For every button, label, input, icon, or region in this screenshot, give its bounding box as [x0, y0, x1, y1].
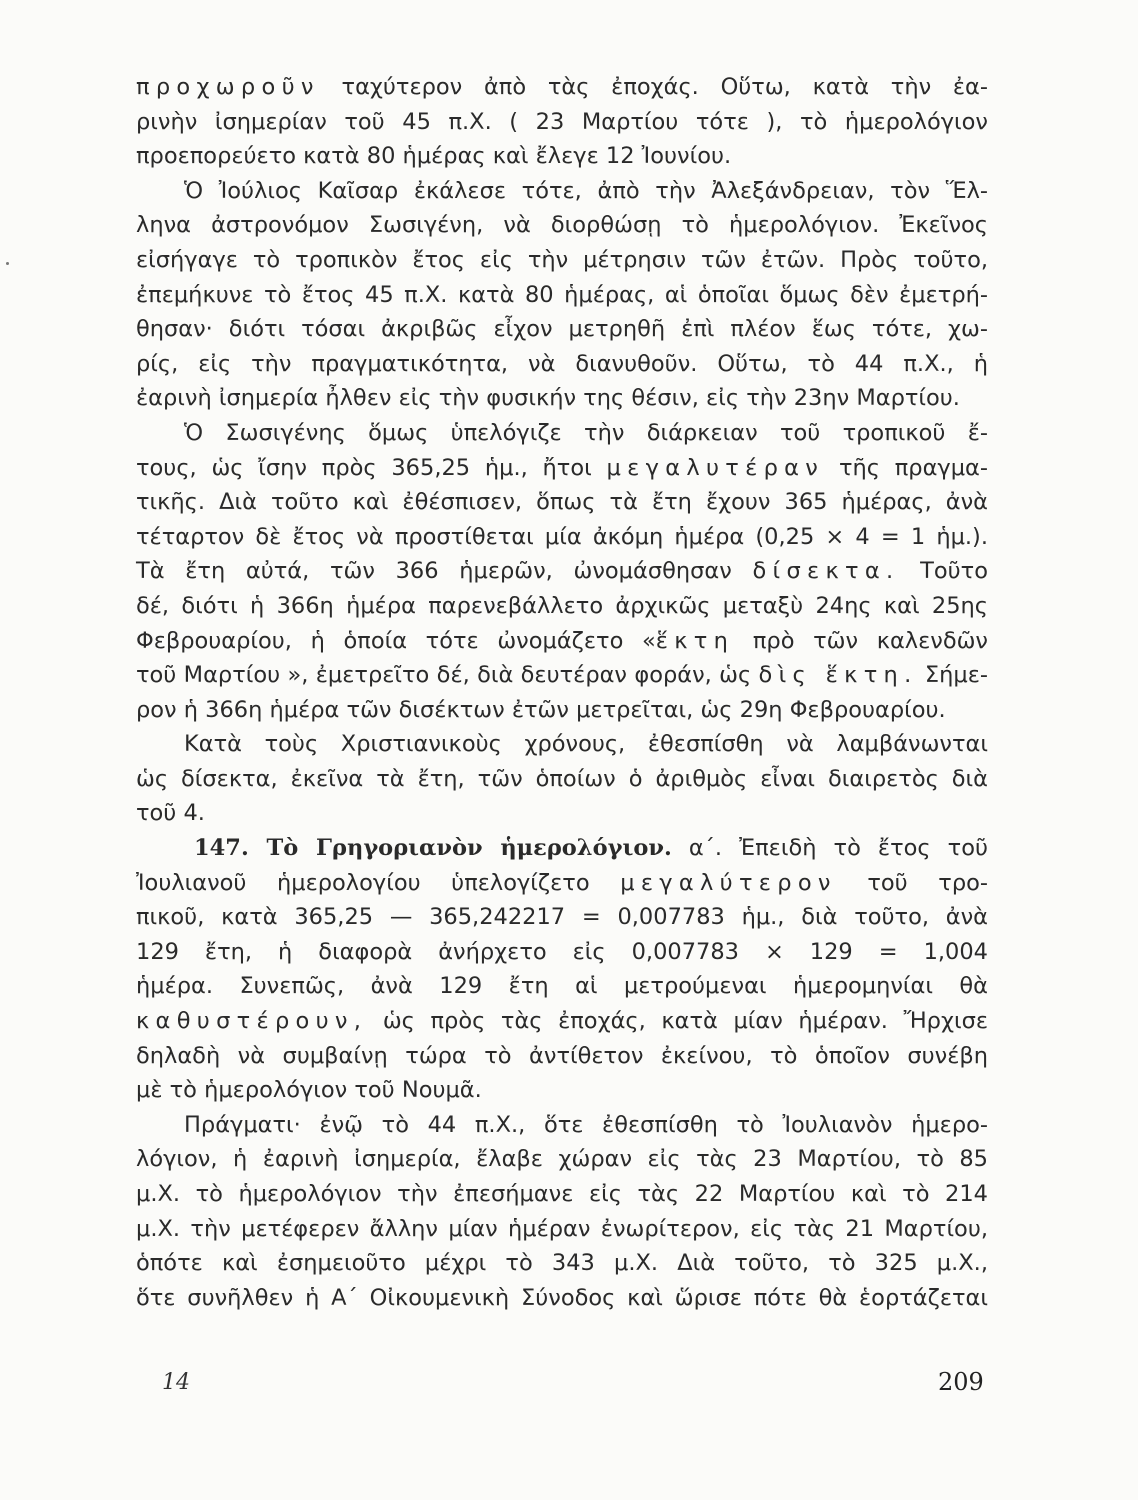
- text-run: ὅτε συνῆλθεν ἡ Α΄ Οἰκουμενικὴ Σύνοδος καὶ ὥρισε πότε θὰ ἑορτάζεται: [136, 1284, 988, 1311]
- spaced-emphasis: μεγαλυτέραν: [606, 454, 825, 481]
- text-line: [136, 208, 988, 243]
- text-run: ταχύτερον ἀπὸ τὰς ἐποχάς. Οὕτω, κατὰ τὴν ἐα-: [319, 74, 988, 100]
- text-run: τέταρτον δὲ ἔτος νὰ προστίθεται μία ἀκόμη ἡμέρα (0,25 × 4 = 1 ἡμ.).: [136, 523, 988, 550]
- text-run: Σήμε-: [917, 662, 988, 689]
- text-line: [136, 1004, 988, 1039]
- text-line: [136, 1246, 988, 1281]
- text-run: πικοῦ, κατὰ 365,25 — 365,242217 = 0,007783 ἡμ., διὰ τοῦτο, ἀνὰ: [136, 904, 988, 931]
- text-line: [136, 278, 988, 313]
- text-line: [136, 139, 988, 174]
- text-run: ὡς πρὸς τὰς ἐποχάς, κατὰ μίαν ἡμέραν. Ἤρχισε: [367, 1008, 988, 1035]
- paper-speck: [6, 262, 9, 265]
- text-line: [136, 451, 988, 486]
- text-line: [136, 762, 988, 797]
- text-line: [136, 693, 988, 728]
- text-line: [136, 1212, 988, 1247]
- text-run: μ.Χ. τὸ ἡμερολόγιον τὴν ἐπεσήμανε εἰς τὰς 22 Μαρτίου καὶ τὸ 214: [136, 1181, 988, 1207]
- spaced-emphasis: μεγαλύτερον: [620, 869, 837, 896]
- spaced-emphasis: δίσεκτα.: [752, 558, 900, 585]
- signature-mark: 14: [162, 1370, 190, 1395]
- text-run: ρινὴν ἰσημερίαν τοῦ 45 π.Χ. ( 23 Μαρτίου τότε ), τὸ ἡμερολόγιον: [136, 108, 988, 135]
- text-run: ληνα ἀστρονόμον Σωσιγένη, νὰ διορθώσῃ τὸ ἡμερολόγιον. Ἐκεῖνος: [136, 212, 988, 239]
- text-run: τικῆς. Διὰ τοῦτο καὶ ἐθέσπισεν, ὅπως τὰ ἔτη ἔχουν 365 ἡμέρας, ἀνὰ: [136, 489, 988, 516]
- text-line: [136, 831, 988, 866]
- text-run: α΄. Ἐπειδὴ τὸ ἔτος τοῦ: [671, 835, 988, 862]
- text-run: ρίς, εἰς τὴν πραγματικότητα, νὰ διανυθοῦν. Οὕτω, τὸ 44 π.Χ., ἡ: [136, 350, 988, 377]
- text-run: Φεβρουαρίου, ἡ ὁποία τότε ὠνομάζετο «: [136, 627, 656, 654]
- text-line: [136, 624, 988, 659]
- text-line: [136, 935, 988, 970]
- spaced-emphasis: προχωροῦν: [136, 74, 320, 100]
- text-run: δηλαδὴ νὰ συμβαίνῃ τώρα τὸ ἀντίθετον ἐκείνου, τὸ ὁποῖον συνέβη: [136, 1042, 988, 1069]
- text-line: [136, 554, 988, 589]
- text-run: τοῦ τρο-: [836, 869, 988, 896]
- text-run: λόγιον, ἡ ἐαρινὴ ἰσημερία, ἔλαβε χώραν εἰς τὰς 23 Μαρτίου, τὸ 85: [136, 1146, 988, 1173]
- text-line: [136, 658, 988, 693]
- spaced-emphasis: δὶς ἕκτη.: [758, 662, 918, 689]
- text-line: [136, 485, 988, 520]
- text-run: Ὁ Ἰούλιος Καῖσαρ ἐκάλεσε τότε, ἀπὸ τὴν Ἀλεξάνδρειαν, τὸν Ἕλ-: [184, 177, 988, 204]
- text-run: Ἰουλιανοῦ ἡμερολογίου ὑπελογίζετο: [136, 869, 621, 896]
- text-line: [136, 416, 988, 451]
- text-run: ἐαρινὴ ἰσημερία ἦλθεν εἰς τὴν φυσικήν της θέσιν, εἰς τὴν 23ην Μαρτίου.: [136, 385, 960, 412]
- text-line: [136, 347, 988, 382]
- text-run: Πράγματι· ἐνῷ τὸ 44 π.Χ., ὅτε ἐθεσπίσθη τὸ Ἰουλιανὸν ἡμερο-: [184, 1111, 988, 1138]
- text-run: τους, ὡς ἴσην πρὸς 365,25 ἡμ., ἤτοι: [136, 454, 607, 481]
- body-text: [136, 70, 988, 1315]
- text-line: [136, 381, 988, 416]
- text-line: [136, 900, 988, 935]
- text-run: ρον ἡ 366η ἡμέρα τῶν δισέκτων ἐτῶν μετρεῖται, ὡς 29η Φεβρουαρίου.: [136, 696, 946, 723]
- text-line: [136, 105, 988, 140]
- text-line: [136, 520, 988, 555]
- text-line: [136, 969, 988, 1004]
- text-run: τοῦ 4.: [136, 800, 205, 827]
- text-line: [136, 727, 988, 762]
- text-line: [136, 796, 988, 831]
- page-number: 209: [938, 1368, 984, 1396]
- text-run: 129 ἔτη, ἡ διαφορὰ ἀνήρχετο εἰς 0,007783 × 129 = 1,004: [136, 938, 988, 965]
- text-run: Κατὰ τοὺς Χριστιανικοὺς χρόνους, ἐθεσπίσθη νὰ λαμβάνωνται: [184, 731, 988, 758]
- text-run: μ.Χ. τὴν μετέφερεν ἄλλην μίαν ἡμέραν ἐνωρίτερον, εἰς τὰς 21 Μαρτίου,: [136, 1215, 988, 1242]
- text-run: ὡς δίσεκτα, ἐκεῖνα τὰ ἔτη, τῶν ὁποίων ὁ ἀριθμὸς εἶναι διαιρετὸς διὰ: [136, 765, 988, 792]
- text-run: ἡμέρα. Συνεπῶς, ἀνὰ 129 ἔτη αἱ μετρούμεναι ἡμερομηνίαι θὰ: [136, 973, 988, 1000]
- text-line: [136, 1142, 988, 1177]
- text-line: [136, 1108, 988, 1143]
- text-line: [136, 1281, 988, 1316]
- text-run: εἰσήγαγε τὸ τροπικὸν ἔτος εἰς τὴν μέτρησιν τῶν ἐτῶν. Πρὸς τοῦτο,: [136, 246, 988, 273]
- text-line: [136, 1039, 988, 1074]
- text-run: τοῦ Μαρτίου », ἐμετρεῖτο δέ, διὰ δευτέραν φοράν, ὡς: [136, 662, 759, 689]
- text-run: θησαν· διότι τόσαι ἀκριβῶς εἶχον μετρηθῆ ἐπὶ πλέον ἕως τότε, χω-: [136, 316, 988, 343]
- spaced-emphasis: ἕκτη: [655, 627, 735, 654]
- text-run: προεπορεύετο κατὰ 80 ἡμέρας καὶ ἔλεγε 12 Ἰουνίου.: [136, 143, 732, 170]
- text-run: ὁπότε καὶ ἐσημειοῦτο μέχρι τὸ 343 μ.Χ. Διὰ τοῦτο, τὸ 325 μ.Χ.,: [136, 1250, 988, 1277]
- text-run: μὲ τὸ ἡμερολόγιον τοῦ Νουμᾶ.: [136, 1077, 482, 1104]
- spaced-emphasis: καθυστέρουν,: [136, 1008, 368, 1035]
- page-footer: [0, 1368, 1138, 1408]
- text-line: [136, 1177, 988, 1212]
- section-heading: 147. Τὸ Γρηγοριανὸν ἡμερολόγιον.: [194, 835, 672, 862]
- text-run: Ὁ Σωσιγένης ὅμως ὑπελόγιζε τὴν διάρκειαν τοῦ τροπικοῦ ἔ-: [184, 419, 988, 446]
- text-line: [136, 589, 988, 624]
- text-line: [136, 174, 988, 209]
- text-run: δέ, διότι ἡ 366η ἡμέρα παρενεβάλλετο ἀρχικῶς μεταξὺ 24ης καὶ 25ης: [136, 592, 988, 619]
- text-line: [136, 1073, 988, 1108]
- text-run: Τὰ ἔτη αὐτά, τῶν 366 ἡμερῶν, ὠνομάσθησαν: [136, 558, 753, 585]
- text-line: [136, 243, 988, 278]
- text-run: Τοῦτο: [899, 558, 988, 585]
- text-line: [136, 866, 988, 901]
- text-line: [136, 312, 988, 347]
- text-run: τῆς πραγμα-: [824, 454, 988, 481]
- text-run: ἐπεμήκυνε τὸ ἔτος 45 π.Χ. κατὰ 80 ἡμέρας, αἱ ὁποῖαι ὅμως δὲν ἐμετρή-: [136, 281, 988, 308]
- text-line: [136, 70, 988, 105]
- text-run: πρὸ τῶν καλενδῶν: [734, 627, 989, 654]
